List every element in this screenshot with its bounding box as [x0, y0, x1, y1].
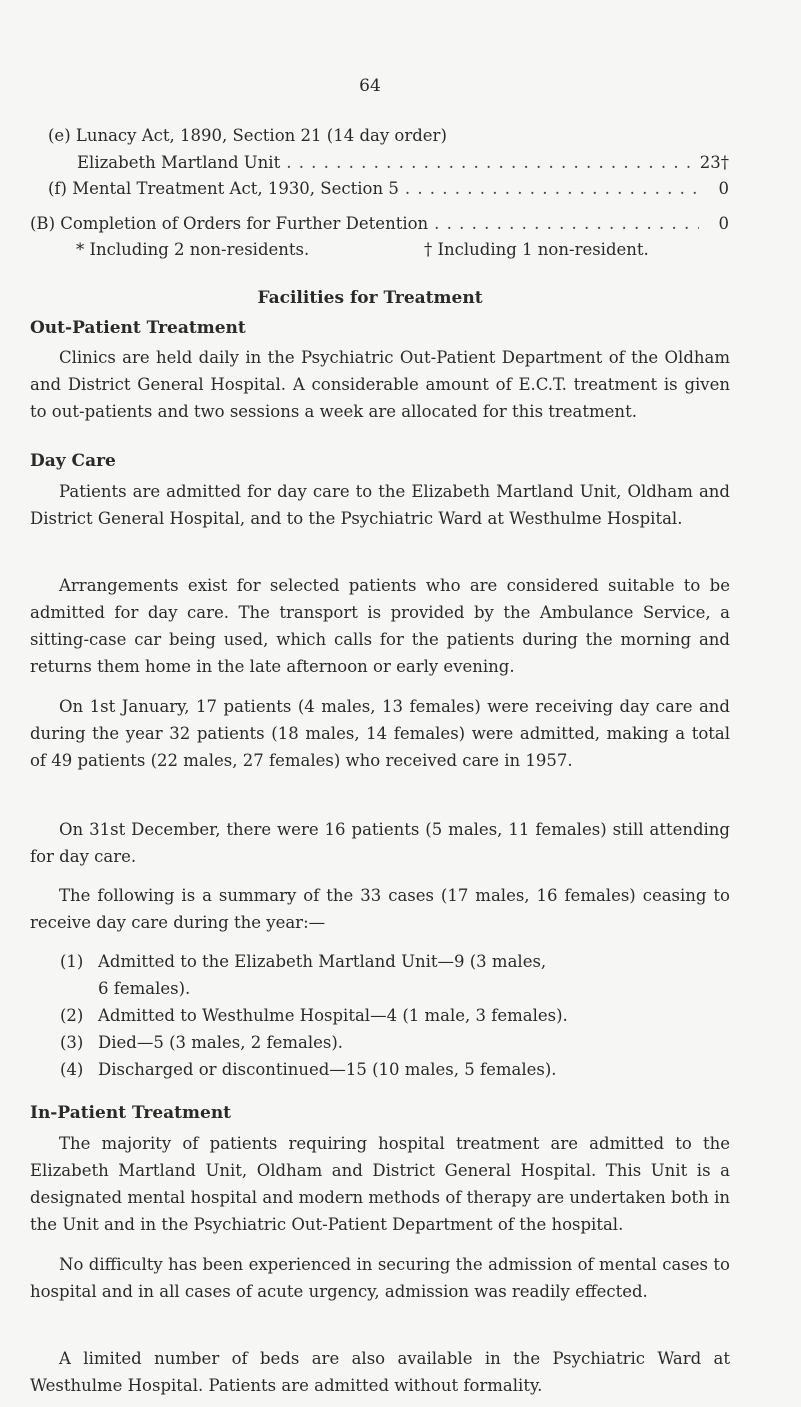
order-e-label: (e) Lunacy Act, 1890, Section 21 (14 day order): [48, 126, 447, 145]
outpatient-paragraph: Clinics are held daily in the Psychiatric Out-Patient Department of the Oldham and District General Hospital. A considerable amount of E.C.T. treatment is given to out-patients and two sessions a week are allocated for this treatment.: [30, 348, 730, 421]
list-text: Discharged or discontinued—15 (10 males, 5 females).: [98, 1060, 557, 1079]
page-number: 64: [359, 76, 381, 96]
leader-dots: [286, 153, 694, 172]
daycare-paragraph-4: On 31st December, there were 16 patients (5 males, 11 females) still attending for day care.: [30, 820, 730, 866]
order-b-label: (B) Completion of Orders for Further Detention: [30, 214, 429, 233]
inpatient-paragraph-3: A limited number of beds are also available in the Psychiatric Ward at Westhulme Hospital. Patients are admitted without formality.: [30, 1349, 730, 1395]
daycare-paragraph-2: Arrangements exist for selected patients who are considered suitable to be admitted for day care. The transport is provided by the Ambulance Service, a sitting-case car being used, which calls for the patients during the morning and returns them home in the late afternoon or early evening.: [30, 576, 730, 676]
list-number: (3): [60, 1033, 84, 1052]
outpatient-heading: Out-Patient Treatment: [30, 318, 246, 338]
list-number: (4): [60, 1060, 84, 1079]
daycare-paragraph-3: On 1st January, 17 patients (4 males, 13 females) were receiving day care and during the year 32 patients (18 males, 14 females) were admitted, making a total of 49 patients (22 males, 27 females) who received care in 1957.: [30, 697, 730, 770]
order-e-sub: Elizabeth Martland Unit: [77, 153, 281, 172]
list-item: [60, 1056, 730, 1083]
daycare-heading: Day Care: [30, 451, 116, 471]
order-b-value: 0: [718, 214, 729, 233]
list-number: (1): [60, 952, 84, 971]
list-item: [60, 1002, 730, 1029]
facilities-heading: Facilities for Treatment: [257, 288, 483, 308]
list-item: [60, 948, 730, 1002]
order-b-row: [30, 214, 729, 233]
order-f-label: (f) Mental Treatment Act, 1930, Section 5: [48, 179, 399, 198]
order-e-row: [77, 153, 729, 172]
list-item: [60, 1029, 730, 1056]
leader-dots: [405, 179, 699, 198]
daycare-paragraph-5: The following is a summary of the 33 cases (17 males, 16 females) ceasing to receive day care during the year:—: [30, 886, 730, 932]
list-text-continued: 6 females).: [98, 979, 191, 998]
inpatient-heading: In-Patient Treatment: [30, 1103, 232, 1123]
inpatient-paragraph-1: The majority of patients requiring hospital treatment are admitted to the Elizabeth Martland Unit, Oldham and District General Hospital. This Unit is a designated mental hospital and modern methods of therapy are undertaken both in the Unit and in the Psychiatric Out-Patient Department of the hospital.: [30, 1134, 730, 1234]
list-text: Admitted to the Elizabeth Martland Unit—9 (3 males,: [98, 952, 547, 971]
order-f-value: 0: [718, 179, 729, 198]
footnote-left: * Including 2 non-residents.: [76, 240, 310, 259]
daycare-paragraph-1: Patients are admitted for day care to the Elizabeth Martland Unit, Oldham and District General Hospital, and to the Psychiatric Ward at Westhulme Hospital.: [30, 482, 730, 528]
order-e-value: 23†: [699, 153, 729, 172]
footnote-right: † Including 1 non-resident.: [424, 240, 649, 259]
list-text: Died—5 (3 males, 2 females).: [98, 1033, 344, 1052]
list-text: Admitted to Westhulme Hospital—4 (1 male, 3 females).: [98, 1006, 568, 1025]
leader-dots: [434, 214, 699, 233]
order-f-row: [48, 179, 729, 198]
list-number: (2): [60, 1006, 84, 1025]
inpatient-paragraph-2: No difficulty has been experienced in securing the admission of mental cases to hospital and in all cases of acute urgency, admission was readily effected.: [30, 1255, 730, 1301]
